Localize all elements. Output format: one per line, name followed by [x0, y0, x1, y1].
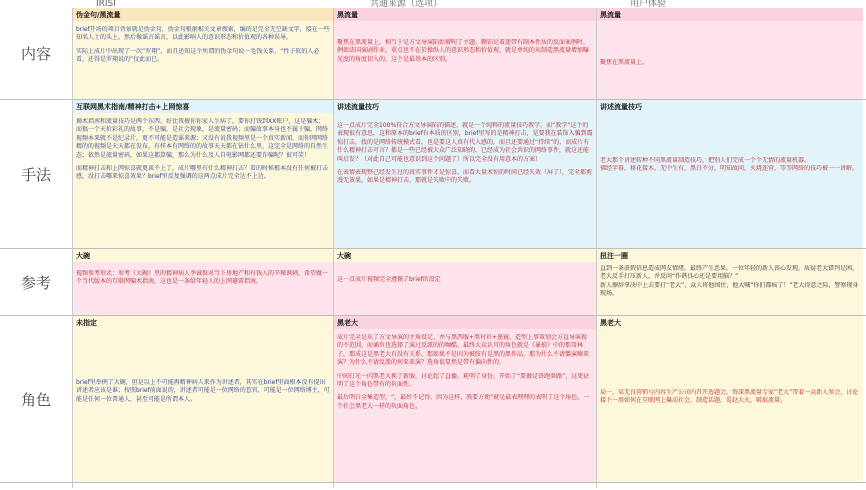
cell-text: 这一点成片视频完全遵循了brief的设定 [337, 276, 441, 283]
cell-text: 聚焦在黑流量上，相当于是方文导演陷始擅吨了主题，删铂是着迷带有副本性质的反面案例时，例如法国演剧作业，重点也不在於操纵人的意识形态和价值观，就是单纯的从制造黑流量增加曝光度的角度切入的，这个是最基本的区别。 [337, 39, 590, 63]
column-header-source: 共通来源（选项） [370, 0, 570, 8]
column-divider [596, 8, 597, 488]
cell-text: 而精神打击和上网惊喜就更谈不上了，成片哪里有什么精神打击？看的时候根本没有任何被打击感，没打击哪来惊喜效果？brief里反复强调的这两点成片完全达不上边。 [76, 165, 329, 181]
cell-title: 伪金句/黑流量 [73, 8, 333, 21]
cell-content-experience [597, 8, 863, 99]
cell-reference-experience [597, 249, 863, 315]
cell-text: 最后明白全集造型，“，最好不记得，因为这样，我要方便”就是最表理理的表明了这个角色，一个社会黑老大一样的负面角色。 [337, 394, 590, 410]
row-character [0, 316, 866, 482]
cell-text: 在表情表现整己经发生过的真实事件才是惊喜，而看大量术惊的时间已经失效（屏了），完全都剪漫无效果，如果是精神打击，那就是失败中的失败。 [337, 169, 593, 185]
cell-text: 佛经字幕，移花接木，无中生有，黑白不分，明知故问，火烧连营，等等网络的技巧被一一讲解。 [600, 165, 859, 173]
cell-text: 这一点成片完全100%符合方文导演陷的描述，就是一个纯粹的流量技巧教学，而“教学”这个的表现很有意思，这和原本的brief有本质的区别，brief里写的是精神打击，是要我在装饰入骗到震惊打击，找的是网络传统模式看，也是要这人真有代入感的，而且还要通过“持续”的，而成片有什么精神打击可言？都是一些已经被大众广泛知晓的，已经成为社会共识的网络事件，就这还能叫启发？（对此自己可能也意识到这个问题了）所以完全没有用意本的方案） [337, 122, 593, 163]
cell-text: 中间打光一闪黑老大换了新服，讨论起了直播，耗明了身份，开始了“要做是饼跑套路”，这更证明了这个角色带有的负面性。 [337, 372, 590, 389]
cell-text: 聚焦在黑流量上。 [600, 59, 649, 66]
cell-title: 互联网黑术指南/精神打击+上网惊喜 [73, 100, 333, 113]
cell-character-brief [73, 316, 333, 482]
column-divider [333, 8, 334, 488]
column-header-brief: IRISI [96, 0, 296, 8]
cell-text: 老大那个讲述转种不同黑流量制造技巧，把别人们完成一个个无情的流量机器。 [600, 157, 811, 164]
cell-text: 局一，某无良营销号内容生产公司内召开选题会，资深黑流量专家“老大”带着一众新人参会，讨论接下一周如何在互联网上爆动社会，制造话题，爱赵大火，吸取流量。 [600, 389, 859, 405]
cell-text: 直到一条虚假信息造成网友情绪，最终产生恶果。一位年轻的新人丧心发现，质疑老大错判是困，老大反手打压新人，并反问“作谐良心还是要用脑？” [600, 265, 859, 281]
cell-text: 成片完全是从了方文导演的主角设定，并与黑西服+黑衬衫+墨镜，造型上事策划会方直导演视的不范围，而诵负也选择了演过反派的的咖酷，最终大众认可的角色就是《暴狼》中的那哥林子，那成这是黑老大有没有关系，那如果不是因为被肢有是黑的黑作品，那为什么不请僵演嗨来演？为什么不请反派的何来来演？选角很显然是带有偏向性的。 [337, 334, 590, 367]
cell-title: 黑老大 [334, 316, 596, 329]
row-label-reference: 参考 [20, 273, 51, 292]
cell-character-experience [597, 316, 863, 482]
cell-technique-experience [597, 100, 863, 248]
cell-text: 揭术指南和流量技巧是两个东西，好比我擅你你家人生病了，要你打钱到XX账户，这是骗术；而搞一个天价彩礼的故事，不是骗，是社会现象，是流量密码；而骗故事本身也不属于骗，网络视频本来就不是纪录片，更不可能是造谣来源；又没有说我视频里是一个真实新闻，而你网网络精的的视频是天天都在发布，有样本有网络的的故事天天都在钻什么里，这完全是网络的自然生态；依然是流量密码，如果这都算骗，那么为什么及人自电影网都还要诈骗呢？很可笑！ [76, 118, 329, 159]
cell-reference-source [334, 249, 596, 315]
cell-title: 扭注一圈 [600, 252, 628, 260]
column-header-experience: 用户体验 [630, 0, 830, 8]
row-label-technique: 手法 [20, 165, 51, 184]
cell-title: 讲述流量技巧 [600, 103, 642, 111]
column-divider [72, 8, 73, 488]
cell-content-source [334, 8, 596, 99]
cell-technique-brief [73, 100, 333, 248]
cell-title: 黑老大 [600, 319, 621, 327]
row-divider [0, 482, 866, 483]
cell-text: 实际上成片中出现了一次“罗翔”，而且还知这个所谓的伪金句说一毛钱关系，“性子软的人必看，还得是罗翔说的”仅此而已。 [76, 47, 320, 64]
row-label-content: 内容 [20, 45, 51, 63]
cell-text: 新人擦辞拿决中上去要打“老大”，众人将他围住，他大喊“你们都疯了！”老大得意之际，警察现身现场。 [600, 281, 859, 298]
cell-title: 黑流量 [597, 8, 863, 21]
cell-title: 大碗 [73, 249, 333, 262]
row-label-character: 角色 [20, 390, 51, 409]
cell-technique-source [334, 100, 596, 248]
cell-content-brief [73, 8, 333, 99]
cell-title: 未指定 [76, 319, 97, 327]
cell-text: brief开场的项目背景就是伪金句，伪金句根据相关文章搜索，编的是完全无空缺文字，接在一些知名人士的头上，然后像谣言谣言，以此影响人的意识形态和价值观的各种误导。 [76, 26, 330, 42]
row-technique [0, 100, 866, 248]
cell-title: 大碗 [334, 249, 596, 262]
cell-text: 视频参考形式：参考《大碗》里的精神病人李诚惧对当下房地产和有钱人的辛辣讽刺，希望做一个当代版本的互联网骗术指南，这也是一条给年轻人的上网避雷指南。 [76, 270, 329, 286]
cell-title: 黑流量 [334, 8, 596, 21]
row-reference [0, 249, 866, 315]
cell-reference-brief [73, 249, 333, 315]
cell-title: 讲述流量技巧 [337, 103, 379, 111]
cell-character-source [334, 316, 596, 482]
row-content [0, 8, 866, 99]
cell-text: brief里举例了大碗，但是以上不可能再精神病人来作为讲述者，其实在brief里面根本没有提出讲述者应该是谁；按照brief前面说的，讲述者可能是一位网络的惹官，可能是一位网络博主，可能是任何一位普通人，甚至可能是所谓本人。 [76, 379, 330, 403]
